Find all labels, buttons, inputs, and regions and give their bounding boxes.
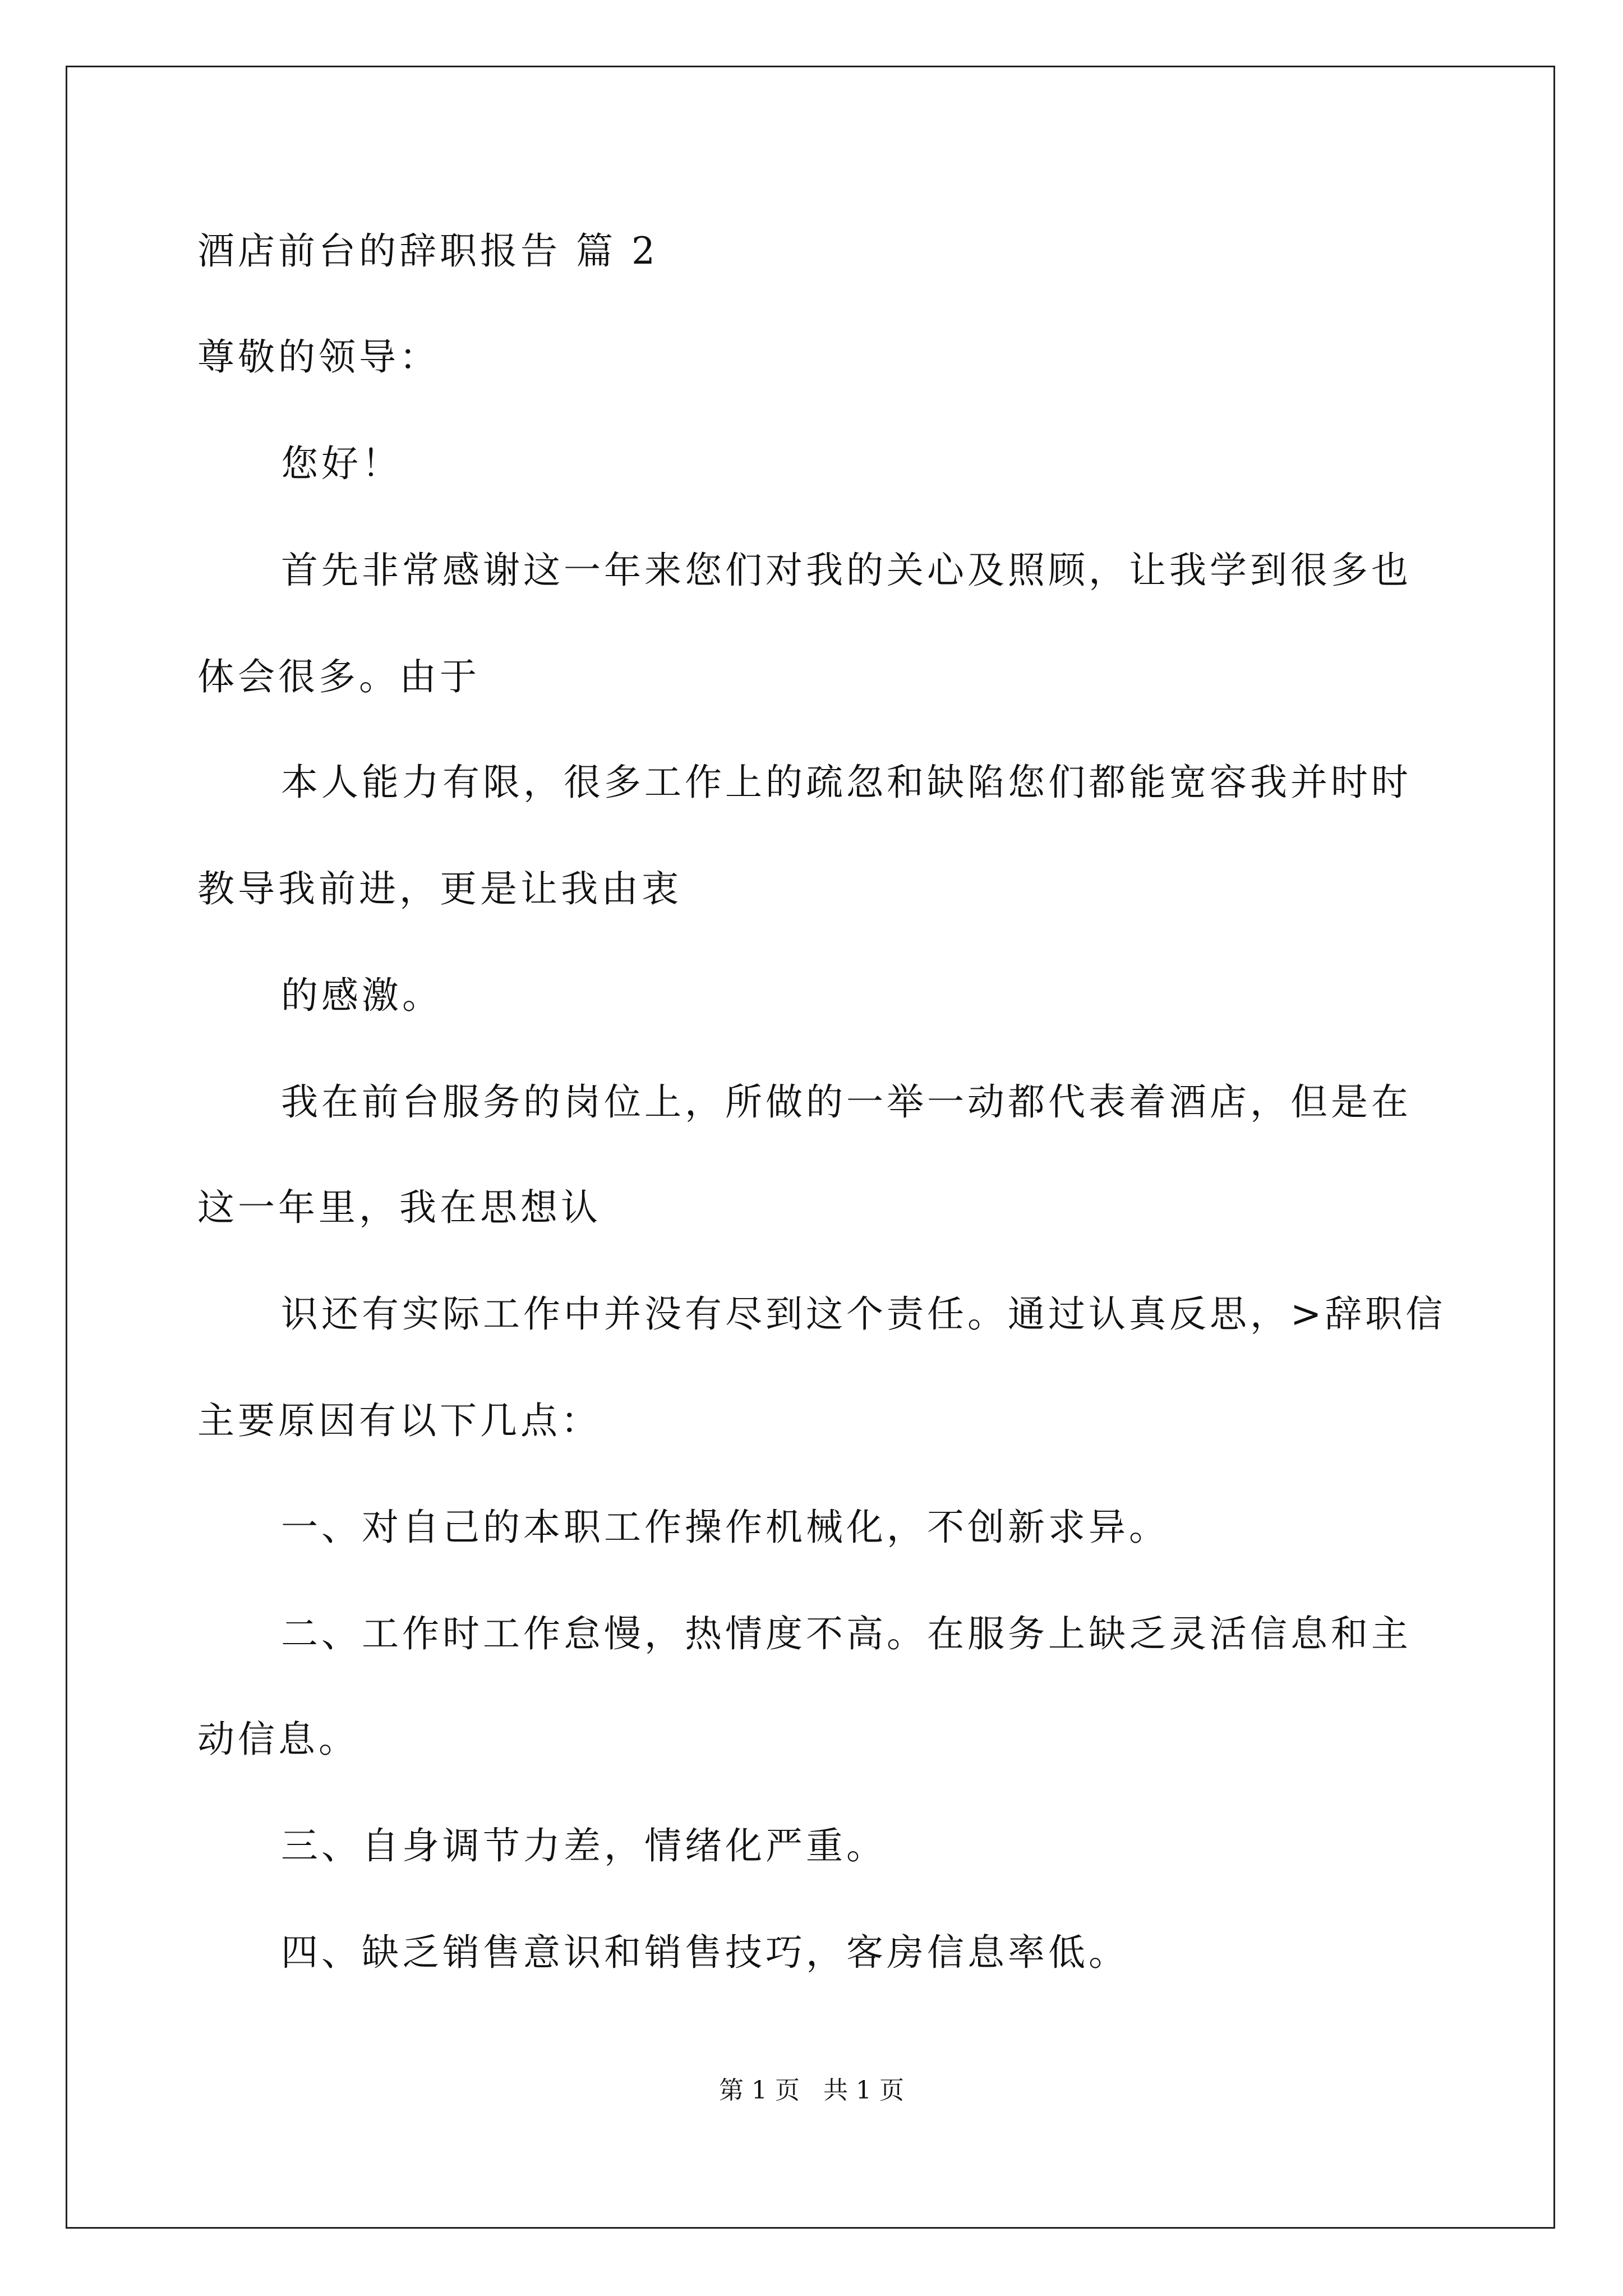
paragraph-line: 主要原因有以下几点： [197, 1399, 601, 1442]
page-footer: 第 1 页 共 1 页 [719, 2076, 904, 2105]
greeting: 您好！ [281, 442, 402, 485]
document-title: 酒店前台的辞职报告 篇 2 [197, 229, 658, 273]
paragraph-line: 本人能力有限，很多工作上的疏忽和缺陷您们都能宽容我并时时 [281, 761, 1412, 804]
list-item: 三、自身调节力差，情绪化严重。 [281, 1824, 887, 1867]
paragraph-line: 识还有实际工作中并没有尽到这个责任。通过认真反思，>辞职信 [281, 1292, 1446, 1336]
list-item: 四、缺乏销售意识和销售技巧，客房信息率低。 [281, 1931, 1129, 1974]
paragraph-line: 的感激。 [281, 974, 442, 1017]
salutation: 尊敬的领导： [197, 335, 440, 379]
list-item: 一、对自己的本职工作操作机械化，不创新求异。 [281, 1506, 1169, 1549]
paragraph-line: 体会很多。由于 [197, 655, 480, 698]
paragraph-line: 首先非常感谢这一年来您们对我的关心及照顾，让我学到很多也 [281, 549, 1412, 592]
page-border [66, 66, 1555, 2229]
list-item: 二、工作时工作怠慢，热情度不高。在服务上缺乏灵活信息和主 [281, 1612, 1412, 1655]
paragraph-line: 教导我前进，更是让我由衷 [197, 867, 682, 910]
paragraph-line: 这一年里，我在思想认 [197, 1186, 601, 1229]
paragraph-line: 动信息。 [197, 1718, 359, 1761]
paragraph-line: 我在前台服务的岗位上，所做的一举一动都代表着酒店，但是在 [281, 1080, 1412, 1124]
